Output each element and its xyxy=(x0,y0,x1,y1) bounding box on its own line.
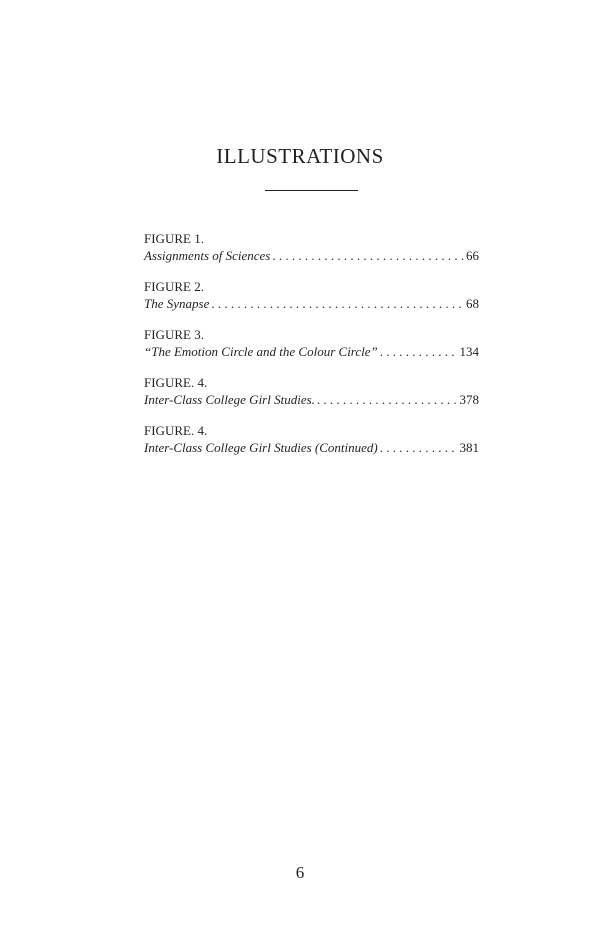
figure-caption: The Synapse xyxy=(144,296,210,311)
figure-label: FIGURE 3. xyxy=(144,327,204,342)
figure-caption: Inter-Class College Girl Studies. xyxy=(144,392,315,407)
list-item xyxy=(144,326,479,360)
figure-label: FIGURE. 4. xyxy=(144,375,208,390)
list-item xyxy=(144,278,479,312)
figure-line[interactable] xyxy=(144,247,479,264)
figure-label: FIGURE 1. xyxy=(144,231,204,246)
figure-page-number: 378 xyxy=(459,392,479,407)
figure-page-number: 66 xyxy=(466,248,479,263)
figure-label: FIGURE 2. xyxy=(144,279,204,294)
figure-line[interactable] xyxy=(144,295,479,312)
list-item xyxy=(144,374,479,408)
figure-label: FIGURE. 4. xyxy=(144,423,208,438)
figure-page-number: 134 xyxy=(459,344,479,359)
figure-line[interactable] xyxy=(144,343,479,360)
dot-leader xyxy=(380,343,458,360)
dot-leader xyxy=(272,247,464,264)
page-number: 6 xyxy=(295,863,305,882)
figure-caption: Inter-Class College Girl Studies (Continued) xyxy=(144,440,378,455)
dot-leader xyxy=(317,391,458,408)
figure-line[interactable] xyxy=(144,439,479,456)
list-item xyxy=(144,422,479,456)
title-rule xyxy=(265,190,358,191)
figure-caption: Assignments of Sciences xyxy=(144,248,271,263)
illustrations-list xyxy=(144,230,479,470)
list-item xyxy=(144,230,479,264)
dot-leader xyxy=(211,295,464,312)
figure-page-number: 381 xyxy=(459,440,479,455)
figure-caption: “The Emotion Circle and the Colour Circle” xyxy=(144,344,378,359)
figure-page-number: 68 xyxy=(466,296,479,311)
page-title: ILLUSTRATIONS xyxy=(216,144,384,168)
dot-leader xyxy=(380,439,458,456)
figure-line[interactable] xyxy=(144,391,479,408)
